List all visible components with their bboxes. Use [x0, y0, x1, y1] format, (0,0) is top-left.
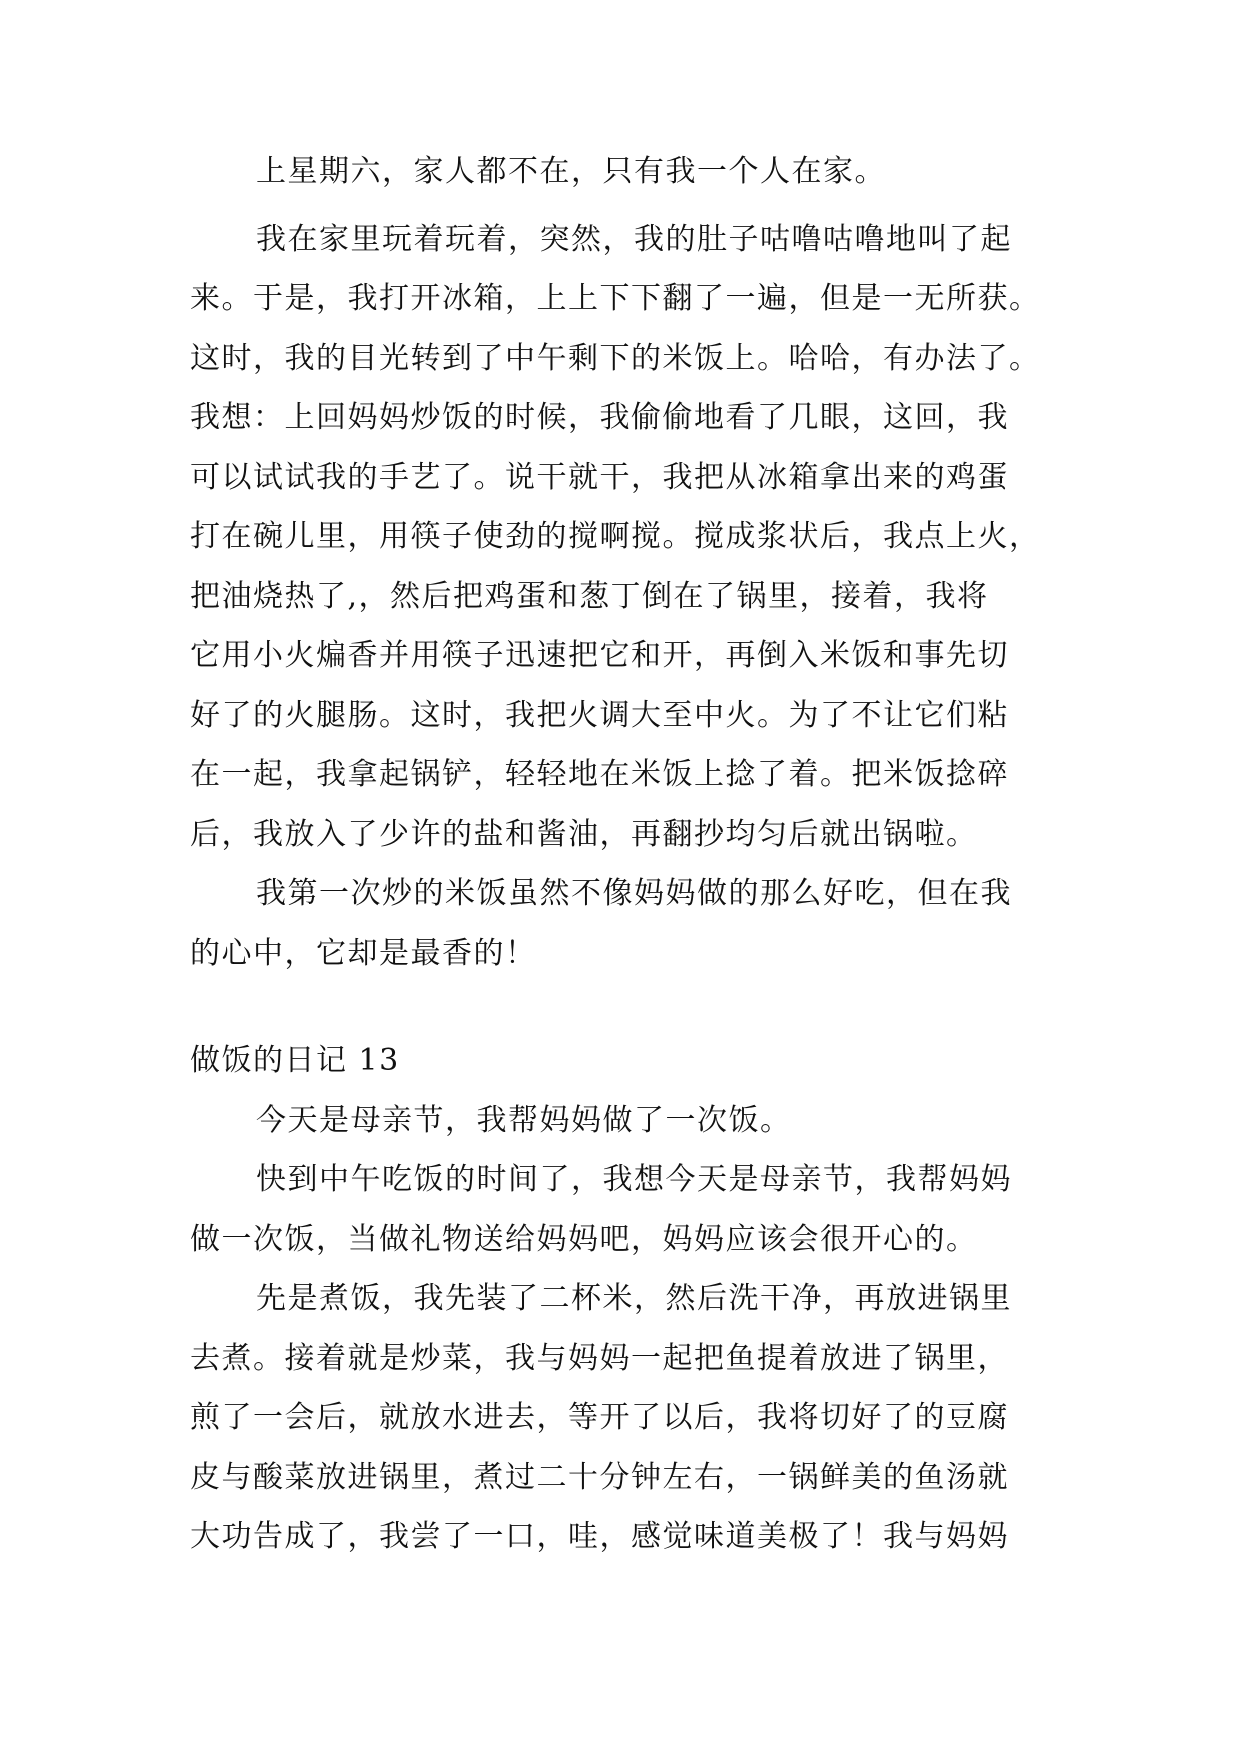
paragraph-line: 去煮。接着就是炒菜，我与妈妈一起把鱼提着放进了锅里，	[190, 1341, 1009, 1376]
paragraph-line: 煎了一会后，就放水进去，等开了以后，我将切好了的豆腐	[190, 1400, 1009, 1435]
paragraph-line: 后，我放入了少许的盐和酱油，再翻抄均匀后就出锅啦。	[190, 817, 978, 852]
paragraph-line: 皮与酸菜放进锅里，煮过二十分钟左右，一锅鲜美的鱼汤就	[190, 1460, 1009, 1495]
paragraph-line: 来。于是，我打开冰箱，上上下下翻了一遍，但是一无所获。	[190, 281, 1041, 316]
paragraph-line: 上星期六，家人都不在，只有我一个人在家。	[256, 154, 886, 189]
paragraph-line: 的心中，它却是最香的！	[190, 936, 537, 971]
paragraph-line: 我在家里玩着玩着，突然，我的肚子咕噜咕噜地叫了起	[256, 222, 1012, 257]
paragraph-line: 这时，我的目光转到了中午剩下的米饭上。哈哈，有办法了。	[190, 341, 1041, 376]
paragraph-line: 好了的火腿肠。这时，我把火调大至中火。为了不让它们粘	[190, 698, 1009, 733]
paragraph-line: 先是煮饭，我先装了二杯米，然后洗干净，再放进锅里	[256, 1281, 1012, 1316]
paragraph-line: 打在碗儿里，用筷子使劲的搅啊搅。搅成浆状后，我点上火，	[190, 519, 1041, 554]
paragraph-line: 我想：上回妈妈炒饭的时候，我偷偷地看了几眼，这回，我	[190, 400, 1009, 435]
paragraph-line: 今天是母亲节，我帮妈妈做了一次饭。	[256, 1103, 792, 1138]
paragraph-line: 把油烧热了,，然后把鸡蛋和葱丁倒在了锅里，接着，我将	[190, 579, 989, 614]
paragraph-line: 在一起，我拿起锅铲，轻轻地在米饭上捻了着。把米饭捻碎	[190, 757, 1009, 792]
paragraph-line: 它用小火煸香并用筷子迅速把它和开，再倒入米饭和事先切	[190, 638, 1009, 673]
section-title: 做饭的日记 13	[190, 1043, 400, 1078]
paragraph-line: 做一次饭，当做礼物送给妈妈吧，妈妈应该会很开心的。	[190, 1222, 978, 1257]
paragraph-line: 快到中午吃饭的时间了，我想今天是母亲节，我帮妈妈	[256, 1162, 1012, 1197]
paragraph-line: 可以试试我的手艺了。说干就干，我把从冰箱拿出来的鸡蛋	[190, 460, 1009, 495]
paragraph-line: 大功告成了，我尝了一口，哇，感觉味道美极了！我与妈妈	[190, 1519, 1009, 1554]
paragraph-line: 我第一次炒的米饭虽然不像妈妈做的那么好吃，但在我	[256, 876, 1012, 911]
